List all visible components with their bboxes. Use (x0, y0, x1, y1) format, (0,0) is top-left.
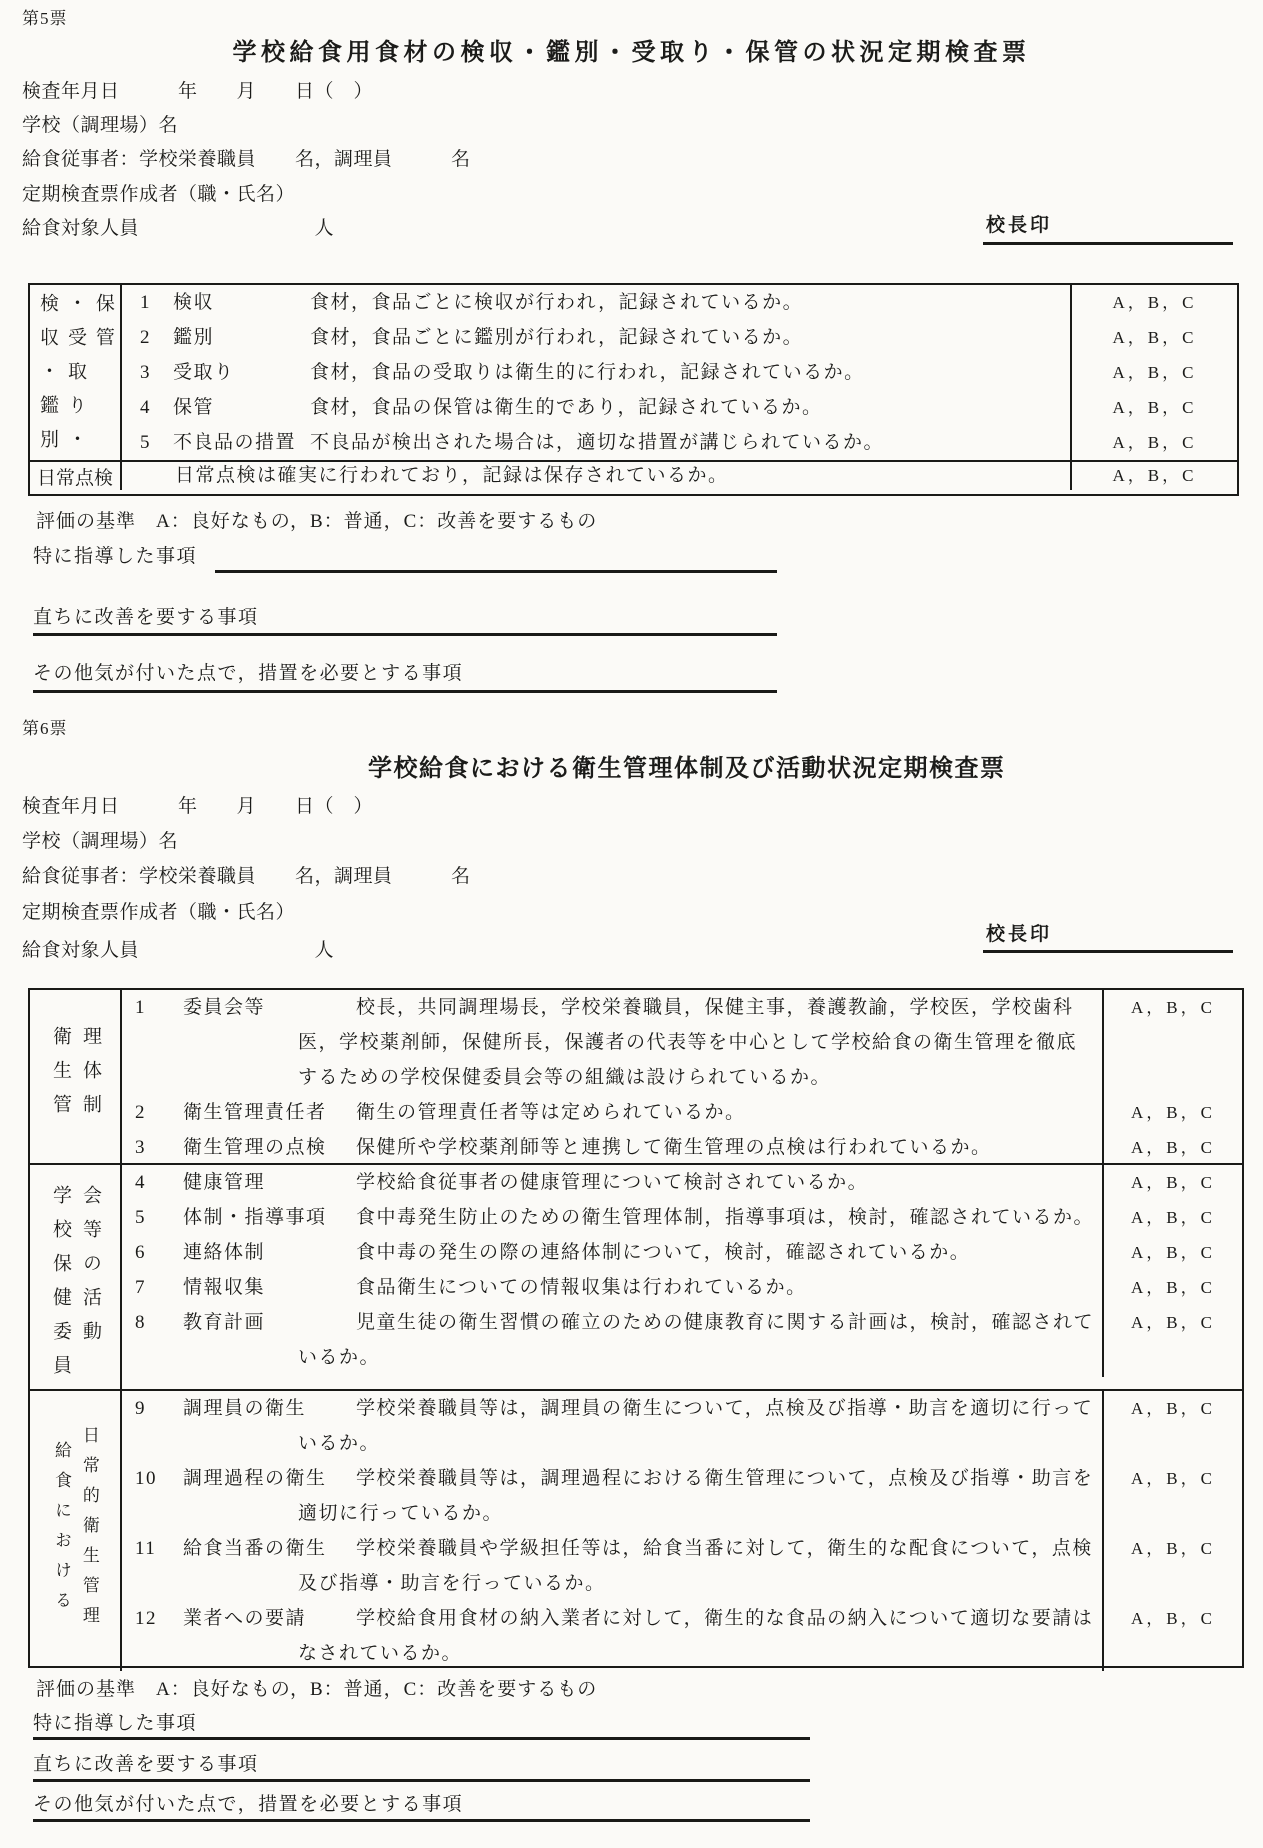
row-number: 2 (135, 1102, 146, 1123)
row-description: 学校給食用食材の納入業者に対して，衛生的な食品の納入について適切な要請はなされているか。 (298, 1608, 1094, 1664)
grade-options: A，B，C (1070, 285, 1237, 320)
daily-check-label: 日常点検 (36, 467, 113, 489)
row-description: 衛生の管理責任者等は定められているか。 (356, 1102, 746, 1123)
row-number: 10 (135, 1468, 157, 1489)
row-item: 調理過程の衛生 (183, 1468, 327, 1489)
form5-title: 学校給食用食材の検収・鑑別・受取り・保管の状況定期検査票 (232, 39, 1031, 66)
form5-note-guidance-line (215, 570, 777, 573)
form6-field-inspection-date: 検査年月日 年 月 日（ ） (22, 796, 374, 817)
table-row (122, 1270, 1242, 1305)
row-item: 連絡体制 (183, 1242, 266, 1263)
row-number: 12 (135, 1608, 157, 1629)
row-description: 学校給食従事者の健康管理について検討されているか。 (356, 1172, 869, 1193)
table-row (122, 355, 1237, 390)
row-item: 調理員の衛生 (183, 1398, 307, 1419)
form5-note-other-measures-line (33, 690, 777, 693)
row-item: 衛生管理の点検 (183, 1137, 327, 1158)
grade-options: A，B，C (1102, 1130, 1242, 1163)
table-row (122, 1235, 1242, 1270)
row-number: 9 (135, 1398, 146, 1419)
grade-options: A，B，C (1070, 425, 1237, 460)
group-label-column: 検収・鑑別 (37, 293, 59, 463)
form5-field-inspection-date: 検査年月日 年 月 日（ ） (22, 81, 374, 102)
form6-note-guidance: 特に指導した事項 (33, 1713, 198, 1734)
row-number: 5 (135, 1207, 146, 1228)
form6-group3-label (30, 1391, 122, 1671)
grade-options: A，B，C (1102, 1461, 1242, 1531)
row-number: 4 (135, 1172, 146, 1193)
row-description: 食品衛生についての情報収集は行われているか。 (356, 1277, 807, 1298)
row-description: 食材，食品ごとに検収が行われ，記録されているか。 (310, 292, 804, 313)
table-row (122, 1531, 1242, 1601)
table-row (122, 1391, 1242, 1461)
form5-inspection-table (28, 283, 1239, 496)
form5-field-school-name: 学校（調理場）名 (22, 115, 179, 136)
group-label-column: 保管 (92, 293, 114, 361)
row-description: 食中毒発生防止のための衛生管理体制，指導事項は，検討，確認されているか。 (356, 1207, 1095, 1228)
form5-field-author: 定期検査票作成者（職・氏名） (22, 184, 296, 205)
form6-field-staff: 給食従事者：学校栄養職員 名，調理員 名 (22, 866, 471, 887)
row-number: 1 (135, 997, 146, 1018)
group-label-column: 日常的衛生管理 (79, 1426, 99, 1636)
grade-options: A，B，C (1102, 1270, 1242, 1305)
row-item: 委員会等 (183, 997, 266, 1018)
form6-principal-seal-label: 校長印 (986, 924, 1053, 945)
form5-sheet-number: 第5票 (22, 9, 68, 28)
row-number: 3 (135, 1137, 146, 1158)
form5-note-immediate-improvement: 直ちに改善を要する事項 (33, 607, 259, 628)
group-label-column: 会等の活動 (79, 1185, 101, 1355)
table-row (122, 285, 1237, 320)
form6-sheet-number: 第6票 (22, 719, 68, 738)
form6-inspection-table (28, 988, 1244, 1668)
form6-group2-label (30, 1165, 122, 1389)
table-row (122, 1305, 1242, 1377)
form5-note-guidance: 特に指導した事項 (33, 546, 198, 567)
form5-principal-seal-label: 校長印 (986, 215, 1053, 236)
table-row (122, 1200, 1242, 1235)
table-row (122, 462, 1237, 490)
form5-group-daily-check (30, 460, 1237, 490)
form6-note-other-measures-line (33, 1819, 810, 1822)
row-description: 食材，食品の受取りは衛生的に行われ，記録されているか。 (310, 362, 865, 383)
table-row (122, 425, 1237, 460)
table-row (122, 390, 1237, 425)
grade-options: A，B，C (1102, 1531, 1242, 1601)
form6-group-health-committee (30, 1163, 1242, 1389)
form5-field-staff: 給食従事者：学校栄養職員 名，調理員 名 (22, 149, 471, 170)
row-description: 不良品が検出された場合は，適切な措置が講じられているか。 (310, 432, 885, 453)
form5-principal-seal-line (983, 242, 1233, 245)
row-item: 教育計画 (183, 1312, 266, 1333)
row-number: 2 (140, 327, 151, 348)
table-row (122, 990, 1242, 1095)
form6-note-guidance-line (33, 1737, 810, 1740)
form6-field-author: 定期検査票作成者（職・氏名） (22, 902, 296, 923)
row-item: 給食当番の衛生 (183, 1538, 327, 1559)
group-label-column: ・受取り・ (64, 293, 86, 463)
form6-field-school-name: 学校（調理場）名 (22, 831, 179, 852)
form5-group-label (30, 285, 122, 463)
group-label-column: 理体制 (79, 1025, 101, 1128)
grade-options: A，B，C (1102, 1235, 1242, 1270)
row-description: 食中毒の発生の際の連絡体制について，検討，確認されているか。 (356, 1242, 971, 1263)
grade-options: A，B，C (1102, 1165, 1242, 1200)
table-row (122, 320, 1237, 355)
grade-options: A，B，C (1070, 390, 1237, 425)
row-item: 保管 (173, 397, 215, 418)
grade-options: A，B，C (1070, 320, 1237, 355)
table-row (122, 1165, 1242, 1200)
row-item: 情報収集 (183, 1277, 266, 1298)
form5-group-receiving (30, 285, 1237, 463)
row-description: 食材，食品の保管は衛生的であり，記録されているか。 (310, 397, 823, 418)
row-item: 検収 (173, 292, 215, 313)
form6-field-persons: 給食対象人員 人 (22, 940, 335, 961)
form5-field-persons: 給食対象人員 人 (22, 218, 335, 239)
form5-note-immediate-improvement-line (33, 633, 777, 636)
grade-options: A，B，C (1070, 355, 1237, 390)
group-label-column: 給食における (52, 1441, 71, 1621)
form6-principal-seal-line (983, 950, 1233, 953)
form6-group-daily-hygiene (30, 1389, 1242, 1671)
row-number: 6 (135, 1242, 146, 1263)
row-item: 業者への要請 (183, 1608, 307, 1629)
grade-options: A，B，C (1102, 1305, 1242, 1377)
group-label-column: 学校保健委員 (50, 1185, 71, 1389)
table-row (122, 1461, 1242, 1531)
row-description: 学校栄養職員や学級担任等は，給食当番に対して，衛生的な配食について，点検及び指導・助言を行っているか。 (298, 1538, 1093, 1594)
row-description: 児童生徒の衛生習慣の確立のための健康教育に関する計画は，検討，確認されているか。 (298, 1312, 1095, 1368)
grade-options: A，B，C (1102, 1601, 1242, 1671)
row-item: 鑑別 (173, 327, 215, 348)
form5-evaluation-criteria: 評価の基準 A：良好なもの，B：普通，C：改善を要するもの (36, 511, 598, 532)
grade-options: A，B，C (1070, 462, 1237, 490)
row-description: 校長，共同調理場長，学校栄養職員，保健主事，養護教諭，学校医，学校歯科医，学校薬剤師，保健所長，保護者の代表等を中心として学校給食の衛生管理を徹底するための学校保健委員会等の組織は設けられているか。 (298, 997, 1078, 1088)
group-label-column: 衛生管 (50, 1025, 71, 1128)
grade-options: A，B，C (1102, 990, 1242, 1095)
row-description: 日常点検は確実に行われており，記録は保存されているか。 (175, 465, 729, 486)
row-description: 学校栄養職員等は，調理過程における衛生管理について，点検及び指導・助言を適切に行っているか。 (298, 1468, 1094, 1524)
row-number: 7 (135, 1277, 146, 1298)
form5-note-other-measures: その他気が付いた点で，措置を必要とする事項 (33, 663, 464, 684)
row-item: 衛生管理責任者 (183, 1102, 327, 1123)
row-item: 不良品の措置 (173, 432, 297, 453)
grade-options: A，B，C (1102, 1200, 1242, 1235)
form6-note-immediate-improvement: 直ちに改善を要する事項 (33, 1754, 259, 1775)
row-number: 4 (140, 397, 151, 418)
form6-group-hygiene-system (30, 990, 1242, 1163)
row-description: 食材，食品ごとに鑑別が行われ，記録されているか。 (310, 327, 804, 348)
row-number: 11 (135, 1538, 157, 1559)
row-number: 1 (140, 292, 151, 313)
form6-note-other-measures: その他気が付いた点で，措置を必要とする事項 (33, 1794, 464, 1815)
row-number: 3 (140, 362, 151, 383)
row-item: 健康管理 (183, 1172, 266, 1193)
table-row (122, 1601, 1242, 1671)
row-item: 体制・指導事項 (183, 1207, 327, 1228)
grade-options: A，B，C (1102, 1391, 1242, 1461)
table-row (122, 1095, 1242, 1130)
row-description: 学校栄養職員等は，調理員の衛生について，点検及び指導・助言を適切に行っているか。 (298, 1398, 1094, 1454)
form6-group1-label (30, 990, 122, 1163)
form6-title: 学校給食における衛生管理体制及び活動状況定期検査票 (368, 755, 1006, 782)
row-number: 8 (135, 1312, 146, 1333)
grade-options: A，B，C (1102, 1095, 1242, 1130)
table-row (122, 1130, 1242, 1163)
row-number: 5 (140, 432, 151, 453)
row-description: 保健所や学校薬剤師等と連携して衛生管理の点検は行われているか。 (356, 1137, 992, 1158)
row-item: 受取り (173, 362, 235, 383)
form6-note-immediate-improvement-line (33, 1779, 810, 1782)
form6-evaluation-criteria: 評価の基準 A：良好なもの，B：普通，C：改善を要するもの (36, 1679, 598, 1700)
